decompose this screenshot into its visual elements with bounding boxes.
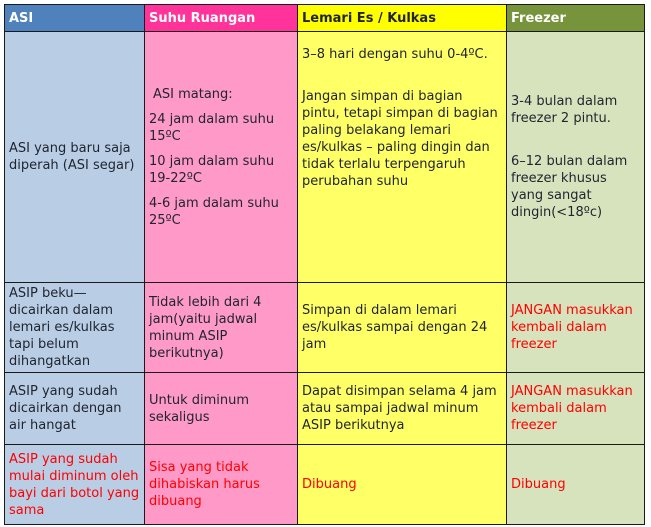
asi-type-cell: ASIP beku—dicairkan dalam lemari es/kulkas tapi belum dihangatkan — [5, 283, 145, 373]
room-temp-cell: Tidak lebih dari 4 jam(yaitu jadwal minum ASIP berikutnya) — [145, 283, 298, 373]
fridge-cell: Simpan di dalam lemari es/kulkas sampai dengan 24 jam — [298, 283, 507, 373]
fridge-cell: Dibuang — [298, 445, 507, 525]
freezer-text: 6–12 bulan dalam freezer khusus yang sangat dingin(<18ºc) — [511, 154, 628, 220]
fridge-cell: Dapat disimpan selama 4 jam atau sampai jadwal minum ASIP berikutnya — [298, 373, 507, 445]
breastmilk-storage-table — [4, 4, 645, 525]
header-row — [5, 5, 645, 32]
freezer-text: 3-4 bulan dalam freezer 2 pintu. — [511, 94, 618, 126]
asi-type-cell: ASI yang baru saja diperah (ASI segar) — [5, 32, 145, 283]
asi-type-cell: ASIP yang sudah dicairkan dengan air hangat — [5, 373, 145, 445]
freezer-cell: JANGAN masukkan kembali dalam freezer — [507, 283, 645, 373]
room-temp-text: 4-6 jam dalam suhu 25ºC — [149, 195, 279, 228]
room-temp-cell — [145, 32, 298, 283]
room-temp-cell: Untuk diminum sekaligus — [145, 373, 298, 445]
fridge-cell — [298, 32, 507, 283]
room-temp-intro: ASI matang: — [153, 86, 233, 102]
room-temp-text: 24 jam dalam suhu 15ºC — [149, 111, 275, 144]
fridge-text: 3–8 hari dengan suhu 0-4ºC. — [302, 47, 488, 62]
header-asi: ASI — [5, 5, 145, 32]
table-row — [5, 283, 645, 373]
freezer-cell: JANGAN masukkan kembali dalam freezer — [507, 373, 645, 445]
table-row — [5, 373, 645, 445]
room-temp-cell: Sisa yang tidak dihabiskan harus dibuang — [145, 445, 298, 525]
fridge-text: Jangan simpan di bagian pintu, tetapi simpan di bagian paling belakang lemari es/kulkas – paling dingin dan tidak terlalu terpengaruh perubahan suhu — [302, 89, 498, 189]
asi-type-cell: ASIP yang sudah mulai diminum oleh bayi dari botol yang sama — [5, 445, 145, 525]
table-row — [5, 32, 645, 283]
room-temp-text: 10 jam dalam suhu 19-22ºC — [149, 153, 275, 186]
table-row — [5, 445, 645, 525]
header-freezer: Freezer — [507, 5, 645, 32]
header-lemari-es: Lemari Es / Kulkas — [298, 5, 507, 32]
freezer-cell: Dibuang — [507, 445, 645, 525]
header-suhu-ruangan: Suhu Ruangan — [145, 5, 298, 32]
freezer-cell — [507, 32, 645, 283]
